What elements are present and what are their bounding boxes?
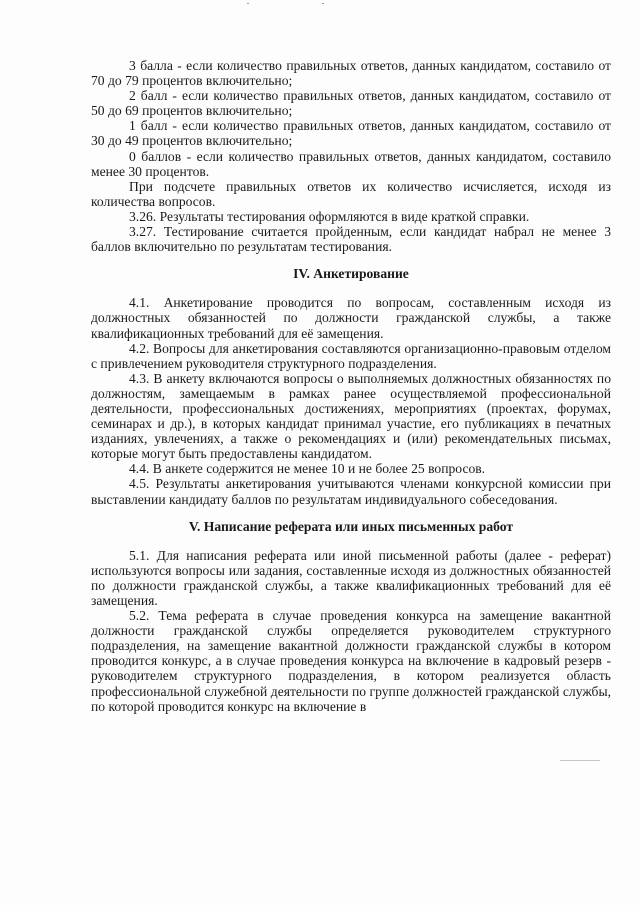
scan-artifact: [322, 3, 324, 4]
paragraph: 4.2. Вопросы для анкетирования составляются организационно-правовым отделом с привлечением руководителя структурного подразделения.: [91, 340, 611, 371]
paragraph: 3.26. Результаты тестирования оформляются в виде краткой справки.: [129, 208, 530, 224]
paragraph: 5.2. Тема реферата в случае проведения конкурса на замещение вакантной должности гражданской службы определяется руководителем структурного подразделения, на замещение вакантной должности гражданской службы в котором проводится конкурс, а в случае проведения конкурса на включение в кадровый резерв - руководителем структурного подразделения, в котором реализуется область профессиональной служебной деятельности по группе должностей гражданской службы, по которой проводится конкурс на включение в: [91, 608, 611, 714]
section-heading-iv: IV. Анкетирование: [293, 266, 409, 282]
paragraph: 3 балла - если количество правильных ответов, данных кандидатом, составило от 70 до 79 процентов включительно;: [91, 58, 611, 89]
section-heading-v: V. Написание реферата или иных письменных работ: [188, 518, 514, 534]
paragraph: 3.27. Тестирование считается пройденным, если кандидат набрал не менее 3 баллов включительно по результатам тестирования.: [91, 224, 611, 255]
paragraph: 1 балл - если количество правильных ответов, данных кандидатом, составило от 30 до 49 процентов включительно;: [91, 118, 611, 149]
scan-artifact: [560, 760, 600, 761]
paragraph: 4.4. В анкете содержится не менее 10 и не более 25 вопросов.: [129, 461, 486, 477]
paragraph: 5.1. Для написания реферата или иной письменной работы (далее - реферат) используются вопросы или задания, составленные исходя из должностных обязанностей по должности гражданской службы, а также квалификационных требований для её замещения.: [91, 547, 611, 608]
paragraph: 2 балл - если количество правильных ответов, данных кандидатом, составило от 50 до 69 процентов включительно;: [91, 88, 611, 119]
scan-artifact: [247, 3, 249, 4]
paragraph: При подсчете правильных ответов их количество исчисляется, исходя из количества вопросов.: [91, 178, 611, 209]
document-body: [91, 58, 611, 714]
paragraph: 4.5. Результаты анкетирования учитываются членами конкурсной комиссии при выставлении кандидату баллов по результатам индивидуального собеседования.: [91, 476, 611, 507]
paragraph: 4.1. Анкетирование проводится по вопросам, составленным исходя из должностных обязанностей по должности гражданской службы, а также квалификационных требований для её замещения.: [91, 295, 611, 341]
paragraph: 4.3. В анкету включаются вопросы о выполняемых должностных обязанностях по должностям, замещаемым в рамках ранее осуществляемой профессиональной деятельности, профессиональных достижениях, мероприятиях (проектах, форумах, семинарах и др.), в которых кандидат принимал участие, его публикациях в печатных изданиях, увлечениях, а также о рекомендациях и (или) рекомендательных письмах, которые могут быть предоставлены кандидатом.: [91, 370, 611, 462]
paragraph: 0 баллов - если количество правильных ответов, данных кандидатом, составило менее 30 процентов.: [91, 148, 611, 179]
